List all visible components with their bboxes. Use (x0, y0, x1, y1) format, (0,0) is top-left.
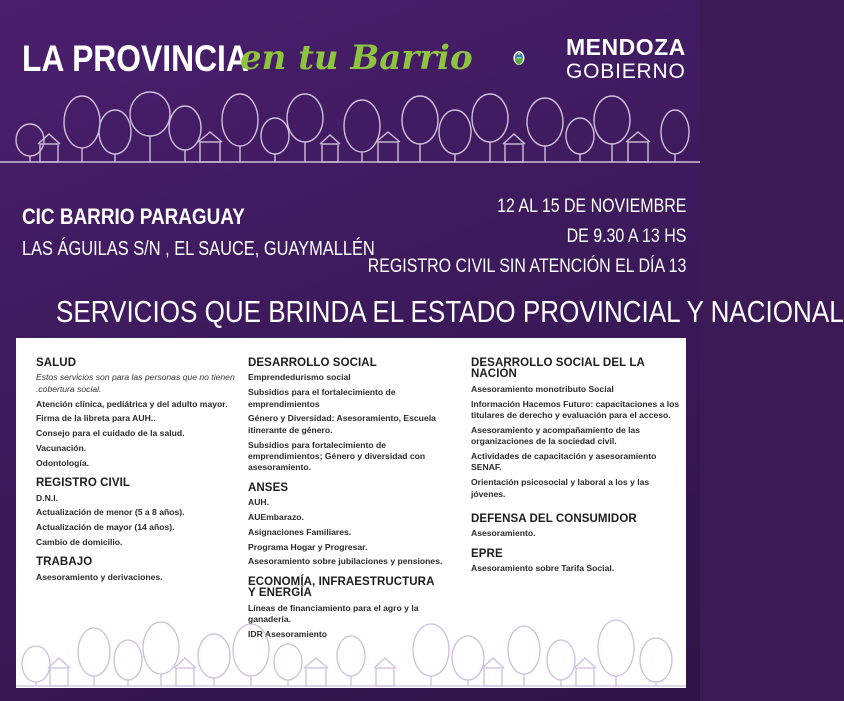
list-item: Emprendedurismo social (248, 372, 351, 383)
mendoza-shield-icon (512, 28, 564, 88)
list-item: Asesoramiento y derivaciones. (36, 571, 163, 582)
list-item: Atención clínica, pediátrica y del adulto mayor. (36, 398, 228, 409)
section-salud (36, 358, 236, 469)
section-defensa-consumidor (471, 514, 681, 540)
event-hours: DE 9.30 A 13 HS (566, 226, 686, 247)
list-item: Programa Hogar y Progresar. (248, 541, 368, 552)
services-column-3 (471, 358, 681, 584)
section-title: TRABAJO (36, 556, 93, 569)
trees-illustration-top (0, 92, 700, 164)
venue-name: CIC BARRIO PARAGUAY (22, 204, 245, 229)
list-item: Asignaciones Familiares. (248, 526, 352, 537)
section-title: ECONOMÍA, INFRAESTRUCTURA Y ENERGÍA (248, 575, 435, 600)
list-item: AUEmbarazo. (248, 512, 304, 523)
services-column-1 (36, 358, 236, 592)
section-trabajo (36, 557, 236, 583)
section-title: DESARROLLO SOCIAL DEL LA NACIÓN (471, 357, 645, 381)
list-item: Información Hacemos Futuro: capacitaciones a los titulares de derecho y evaluación para el acceso. (471, 398, 680, 421)
list-item: Orientación psicosocial y laboral a los y las jóvenes. (471, 477, 650, 499)
list-item: Cambio de domicilio. (36, 537, 123, 547)
list-item: Actualización de mayor (14 años). (36, 522, 175, 533)
list-item: D.N.I. (36, 492, 58, 503)
list-item: Asesoramiento sobre jubilaciones y pensiones. (248, 556, 443, 567)
section-title: ANSES (248, 481, 289, 494)
services-heading: SERVICIOS QUE BRINDA EL ESTADO PROVINCIAL Y NACIONAL (56, 294, 844, 329)
logo-gobierno-text: GOBIERNO (566, 60, 686, 83)
venue-address: LAS ÁGUILAS S/N , EL SAUCE, GUAYMALLÉN (22, 238, 375, 260)
list-item: Vacunación. (36, 443, 87, 453)
list-item: Asesoramiento. (471, 528, 536, 539)
section-anses (248, 483, 444, 568)
list-item: Subsidios para fortalecimiento de emprendimientos; Género y diversidad con asesoramiento. (248, 439, 426, 473)
section-title: REGISTRO CIVIL (36, 477, 131, 490)
list-item: Firma de la libreta para AUH.. (36, 413, 156, 424)
list-item: Género y Diversidad: Asesoramiento, Escuela itinerante de género. (248, 413, 436, 435)
services-card (16, 338, 686, 688)
list-item: Odontología. (36, 457, 89, 468)
list-item: Asesoramiento y acompañamiento de las organizaciones de la sociedad civil. (471, 424, 641, 447)
list-item: Líneas de financiamiento para el agro y la ganadería. (248, 602, 419, 625)
list-item: Actualización de menor (5 a 8 años). (36, 507, 185, 518)
section-note: Estos servicios son para las personas que no tienen .cobertura social. (36, 372, 235, 394)
trees-illustration-bottom (16, 606, 686, 688)
section-epre (471, 549, 681, 575)
campaign-title: LA PROVINCIA (22, 38, 249, 79)
section-registro-civil (36, 478, 236, 548)
list-item: AUH. (248, 497, 270, 508)
list-item: IDR Asesoramiento (248, 628, 327, 639)
section-title: DESARROLLO SOCIAL (248, 357, 377, 369)
list-item: Subsidios para el fortalecimiento de emprendimientos (248, 387, 396, 409)
section-desarrollo-social (248, 358, 444, 474)
section-title: SALUD (36, 357, 77, 369)
event-date: 12 AL 15 DE NOVIEMBRE (496, 196, 686, 217)
logo-mendoza-text: MENDOZA (566, 34, 686, 60)
section-desarrollo-nacion (471, 358, 681, 500)
campaign-script-title: en tu Barrio (240, 38, 473, 78)
list-item: Consejo para el cuidado de la salud. (36, 428, 185, 439)
event-schedule (307, 192, 686, 282)
list-item: Asesoramiento monotributo Social (471, 383, 614, 394)
list-item: Asesoramiento sobre Tarifa Social. (471, 563, 615, 574)
event-notice: REGISTRO CIVIL SIN ATENCIÓN EL DÍA 13 (367, 256, 686, 277)
list-item: Actividades de capacitación y asesoramiento SENAF. (471, 451, 657, 473)
section-title: DEFENSA DEL CONSUMIDOR (471, 513, 637, 526)
section-title: EPRE (471, 547, 503, 560)
